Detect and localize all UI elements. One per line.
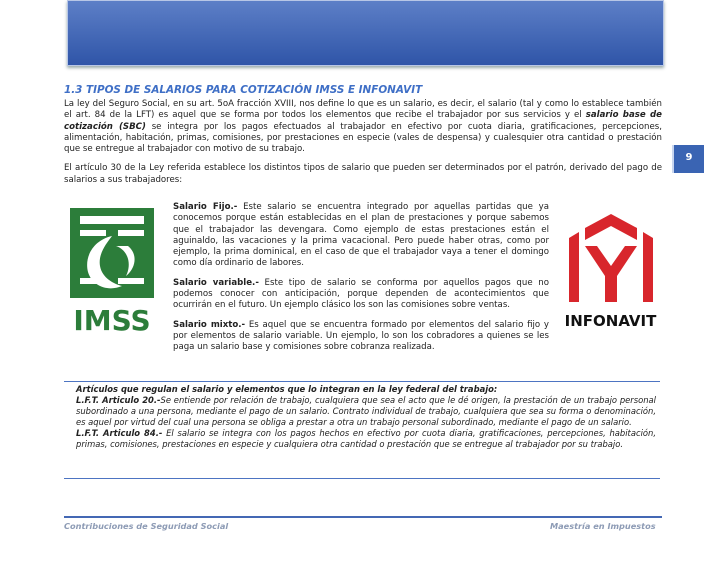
infonavit-logo-text: INFONAVIT: [564, 312, 657, 330]
paragraph-article-30: El artículo 30 de la Ley referida establece los distintos tipos de salario que pueden ser determinados por el patrón, derivado del pago de salarios a sus trabajadores:: [64, 163, 662, 185]
paragraph-text: se integra por los pagos efectuados al trabajador en efectivo por cuota diaria, gratificaciones, percepciones, alimentación, habitación, primas, comisiones, por prestaciones en especie (vales de despensa) y cualesquier otra cantidad o prestación que se entregue al trabajador con motivo de su trabajo.: [64, 121, 662, 155]
article-text: El salario se integra con los pagos hechos en efectivo por cuota diaria, gratificaciones, percepciones, habitación, primas, comisiones, prestaciones en especie y cualquiera otra cantidad o prestación que se entregue al trabajador por su trabajo.: [76, 428, 656, 449]
infonavit-logo: [563, 210, 658, 337]
section-content: [64, 84, 662, 194]
definition-term: Salario variable.-: [173, 277, 259, 288]
definition-variable-salary: [173, 278, 549, 312]
definition-mixed-salary: [173, 320, 549, 354]
articles-box: [64, 381, 660, 479]
header-band: [67, 0, 664, 66]
definition-term: Salario Fijo.-: [173, 202, 238, 212]
article-20: [76, 395, 656, 428]
definition-text: Este tipo de salario se conforma por aquellos pagos que no podemos conocer con anticipación, porque dependen de acontecimientos que ocurrirán en el futuro. Un ejemplo clásico los son las comisiones sobre ventas.: [173, 277, 549, 311]
paragraph-salary-definition: [64, 99, 662, 155]
article-label: L.F.T. Articulo 84.-: [76, 428, 163, 438]
paragraph-text: La ley del Seguro Social, en su art. 5oA fracción XVIII, nos define lo que es un salario, es decir, el salario (tal y como lo establece también el art. 84 de la LFT) es aquel que se forma por todos los elementos que recibe el trabajador por sus servicios y el: [64, 99, 662, 121]
section-title: 1.3 TIPOS DE SALARIOS PARA COTIZACIÓN IMSS E INFONAVIT: [64, 84, 423, 96]
footer-course: Contribuciones de Seguridad Social: [64, 521, 229, 531]
definition-text: Este salario se encuentra integrado por aquellas partidas que ya conocemos porque están establecidas en el plan de prestaciones y porque sabemos que el trabajador las devengara. Como ejemplo de estas prestaciones están el aguinaldo, las vacaciones y la prima vacacional. Pero puede haber otras, como por ejemplo, la prima dominical, en el caso de que el trabajador vaya a tener el domingo como día ordinario de labores.: [173, 202, 550, 269]
salary-definitions: [173, 202, 549, 362]
footer-divider: [64, 516, 662, 518]
definition-term: Salario mixto.-: [173, 319, 246, 330]
page-number: 9: [672, 145, 704, 173]
article-label: L.F.T. Articulo 20.-: [76, 395, 161, 405]
articles-box-title: Artículos que regulan el salario y elementos que lo integran en la ley federal del trabajo:: [76, 384, 498, 394]
imss-logo: [66, 206, 158, 336]
definition-text: Es aquel que se encuentra formado por elementos del salario fijo y por elementos de salario variable. Un ejemplo, lo son los cobradores a quienes se les paga un salario base y comisiones sobre cobranza realizada.: [173, 319, 549, 353]
imss-logo-text: IMSS: [73, 304, 151, 336]
articles-box-content: [76, 382, 656, 450]
footer-program: Maestría en Impuestos: [550, 521, 656, 531]
definition-fixed-salary: [173, 202, 549, 270]
sbc-term: salario base de cotización (SBC): [64, 110, 662, 132]
article-text: Se entiende por relación de trabajo, cualquiera que sea el acto que le dé origen, la prestación de un trabajo personal subordinado a una persona, mediante el pago de un salario. Contrato individual de trabajo, cualquiera que sea su forma o denominación, es aquel por virtud del cual una persona se obliga a prestar a otra un trabajo personal subordinado, mediante el pago de un salario.: [76, 395, 656, 427]
article-84: [76, 428, 656, 450]
